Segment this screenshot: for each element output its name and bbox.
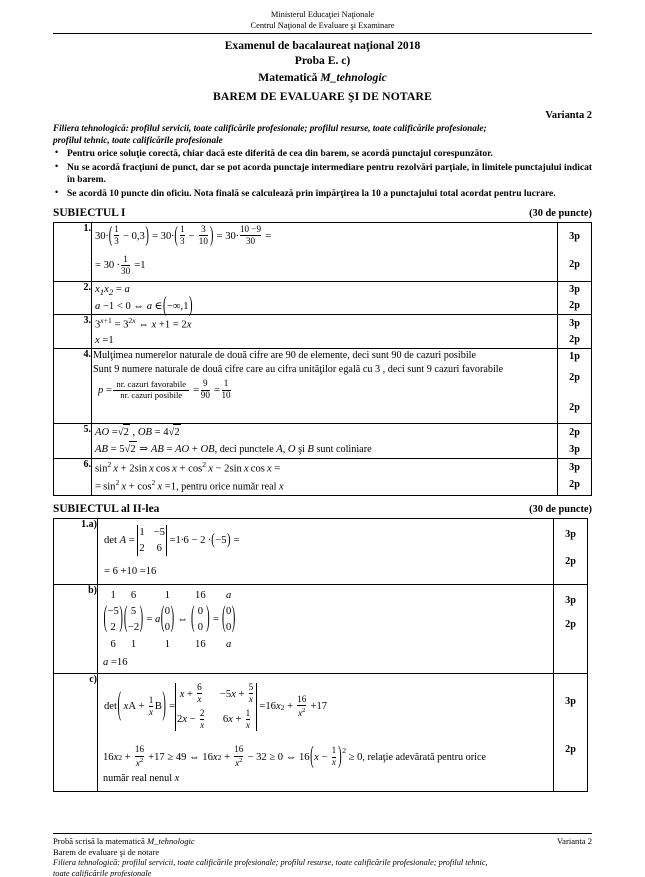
row-points [558,424,592,459]
solution-line: $x_1x_2 = a$ [95,283,130,297]
row-number: c) [54,674,98,791]
footer-line-3: Filiera tehnologică: profilul servicii, toate calificările profesionale; profilul resurse, toate calificările profesionale; profilul tehnic, [53,858,488,868]
solution-line: AB = 5√2 ⇒ AB = AO + OB, deci punctele A, O şi B sunt coliniare [92,441,557,457]
footer-subject-code: M_tehnologic [147,835,195,846]
filiera-line-1: Filiera tehnologică: profilul servicii, toate calificările profesionale; profilul resurse, toate calificările profesionale; [53,123,487,134]
row-points [558,349,592,424]
row-solution [92,424,558,459]
row-solution [92,281,558,318]
row-points [554,584,588,674]
subject2-table [53,518,588,792]
barem-title: BAREM DE EVALUARE ŞI DE NOTARE [212,90,433,104]
points-value: 2p [569,300,580,312]
proba-label: Proba E. c) [294,54,351,68]
row-solution [92,315,558,349]
solution-line: număr real nenul x [103,773,180,785]
subject2-heading-row [53,503,592,515]
points-value: 3p [569,230,580,242]
points-value: 3p [565,529,576,541]
ministry-header [53,0,592,31]
subject2-heading: SUBIECTUL al II-lea [53,503,160,516]
solution-line: det A = 1 −5 2 6 =1 · 6 − 2 · ( −5 ) = [98,519,553,563]
subject1-points: (30 de puncte) [529,208,592,219]
instruction-bullet: • Pentru orice soluţie corectă, chiar dacă este diferită de cea din barem, se acordă punctajul corespunzător. [53,148,592,160]
row-number: 1. [54,222,92,281]
subject-code: M_tehnologic [320,71,387,85]
table-row [54,349,592,424]
ministry-line-2: Centrul Naţional de Evaluare şi Examinare [250,21,395,31]
table-row [54,424,592,459]
subject-title [53,71,592,84]
row-solution [98,674,554,791]
variant-top: Varianta 2 [545,110,592,122]
subject1-heading: SUBIECTUL I [53,207,126,219]
row-solution [98,518,554,584]
solution-line: = $\sin^2 x + \cos^2 x =1$, pentru orice număr real x [95,478,284,493]
instruction-bullets [53,148,592,200]
row-points [554,518,588,584]
row-number: 2. [54,281,92,314]
solution-line: p = $\frac{\text{nr. cazuri favorabile}}{\text{nr. cazuri posibile}}$ = $\frac{9}{90}$ = $\frac{1}{10}$ [98,378,231,401]
points-value: 3p [569,317,580,329]
points-value: 2p [565,619,576,631]
points-value: 2p [569,372,580,384]
solution-line: 30 · ( $\frac{1}{3}$ − 0,3 ) = 30 · ( $\frac{1}{3}$ − $\frac{3}{10}$ ) = 30 · $\frac{10 -9}{30}$ = [95,224,272,248]
solution-line: Sunt 9 numere naturale de două cifre care au cifra unităţilor egală cu 3 , deci sunt 9 cazuri favorabile [93,364,504,375]
instruction-bullet: • Se acordă 10 puncte din oficiu. Nota finală se calculează prin împărţirea la 10 a punctajului total acordat pentru lucrare. [53,188,592,200]
points-value: 2p [565,556,576,568]
row-number: 3. [54,315,92,349]
solution-line: AO =√2 , OB = 4√2 [92,424,557,440]
points-value: 2p [569,258,580,270]
row-number: 6. [54,459,92,496]
points-value: 3p [569,462,580,474]
row-solution [92,349,558,424]
subject1-heading-row [53,207,592,219]
solution-line: a =16 [103,657,128,669]
points-value: 1p [569,351,580,363]
points-value: 2p [569,333,580,345]
solution-line: ( 1 −5 2 6 ) ( 6 5 −2 1 ) = a ( 1 0 0 1 ) ⇔ ( 16 0 0 16 ) = ( a 0 0 a ) [103,589,236,650]
page-footer [53,833,592,877]
row-solution [92,459,558,496]
exam-title: Examenul de bacalaureat naţional 2018 [224,39,421,53]
row-number: b) [54,584,98,674]
footer-line-2: Barem de evaluare şi de notare [53,847,160,858]
solution-line: det ( x A + $\frac{1}{x}$ B ) = x + $\frac{6}{x}$ −5 x + $\frac{5}{x}$ 2 x − $\frac{2}{x}$ 6 x + $\frac{1}{x}$ =16 x 2 + $\frac{16}{x^2}$ +17 [104,682,328,730]
subject2-points: (30 de puncte) [529,504,592,516]
row-points [558,281,592,314]
filiera-note [53,123,592,147]
points-value: 2p [569,401,580,413]
row-solution [98,584,554,674]
row-points [558,315,592,349]
subject1-table [53,222,592,497]
row-number: 1.a) [54,518,98,584]
table-row [54,459,592,496]
header-divider [53,33,592,34]
footer-left [53,836,195,847]
points-value: 3p [565,594,576,606]
row-solution [92,222,558,281]
solution-line: = 30 · $\frac{1}{30}$ =1 [95,253,146,276]
footer-divider [53,833,592,834]
table-row [54,674,588,791]
solution-line: x =1 [95,334,114,346]
row-points [558,222,592,281]
table-row [54,584,588,674]
points-value: 3p [569,444,580,456]
row-number: 5. [54,424,92,459]
points-value: 2p [565,743,576,755]
instruction-bullet: • Nu se acordă fracţiuni de punct, dar se pot acorda punctaje intermediare pentru rezolvări parţiale, în limitele punctajului indicat în barem. [53,162,592,187]
solution-line: Mulţimea numerelor naturale de două cifre are 90 de elemente, deci sunt 90 de cazuri posibile [93,350,477,362]
row-points [558,459,592,496]
points-value: 2p [569,427,580,439]
filiera-line-2: profilul tehnic, toate calificările profesionale [53,135,223,146]
points-value: 3p [565,695,576,707]
row-points [554,674,588,791]
solution-line: = 6 +10 =16 [104,566,157,578]
table-row [54,518,588,584]
footer-left-prefix: Probă scrisă la matematică [53,835,148,846]
table-row [54,222,592,281]
solution-line: $\sin^2 x + 2\sin$ x $\cos x + \cos^2 x - 2\sin$ x cos x = [95,460,281,475]
points-value: 2p [569,479,580,491]
solution-line: $3^{x+1} = 3^{2x}$ ⇔ x +1 = 2x [95,316,192,331]
table-row [54,281,592,314]
table-row [54,315,592,349]
solution-line: 16 x 2 + $\frac{16}{x^2}$ +17 ≥ 49 ⇔ 16 x 2 + $\frac{16}{x^2}$ − 32 ≥ 0 ⇔ 16 ( x − $\frac{1}{x}$ ) $^2$ ≥ 0 , relaţie adevărată pentru orice [103,744,487,771]
subject-prefix: Matematică [258,71,321,85]
points-value: 3p [569,284,580,296]
footer-variant: Varianta 2 [556,835,592,846]
solution-line: a −1 < 0 ⇔ a ∈ ( −∞,1 ) [95,294,193,318]
footer-top-row [53,836,592,847]
footer-line-4: toate calificările profesionale [53,869,152,877]
title-block [53,39,592,103]
row-number: 4. [54,349,92,424]
ministry-line-1: Ministerul Educaţiei Naţionale [270,10,375,19]
